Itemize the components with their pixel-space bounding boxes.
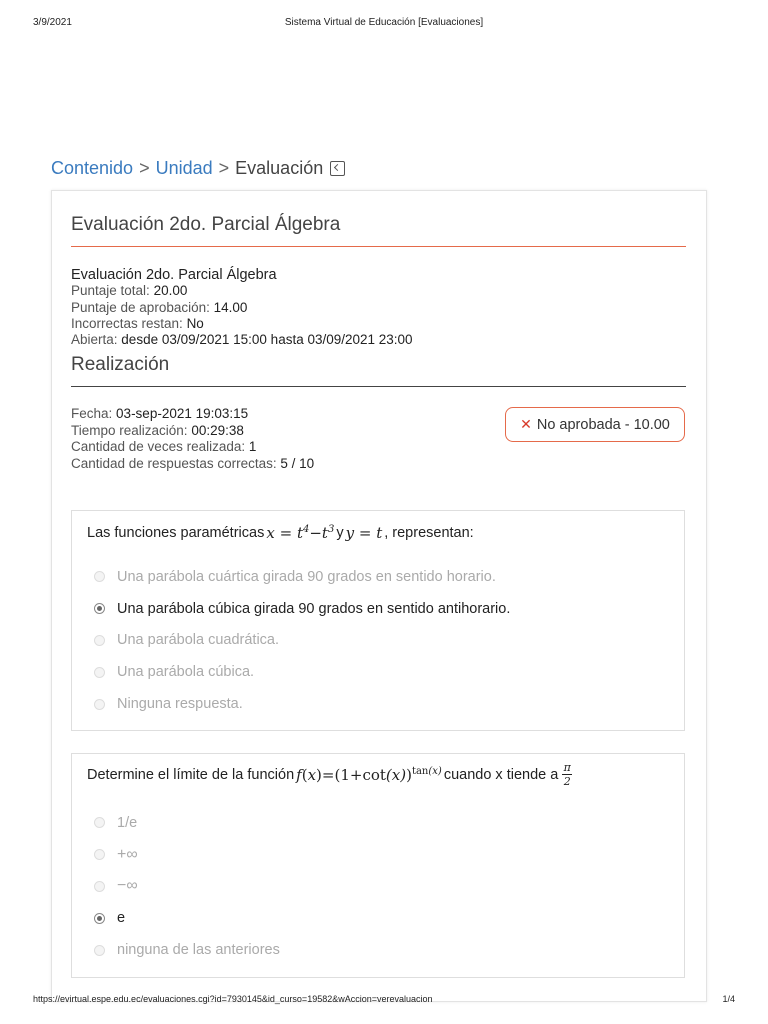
tiempo-label: Tiempo realización: (71, 422, 188, 438)
question-2-suffix: cuando x tiende a (443, 766, 559, 783)
math-fraction (562, 762, 572, 787)
question-1 (71, 510, 685, 731)
option-5[interactable] (94, 688, 510, 720)
math-symbol: (1+ (334, 765, 363, 784)
math-symbol: (x) (385, 765, 407, 784)
option-label: Ninguna respuesta. (117, 696, 243, 713)
math-formula (296, 766, 442, 784)
math-formula (346, 524, 383, 542)
evaluation-card (51, 190, 707, 1002)
option-4[interactable] (94, 902, 280, 934)
question-1-options (94, 561, 510, 720)
incorrectas-label: Incorrectas restan: (71, 315, 183, 331)
heading-divider (71, 246, 686, 247)
status-text: No aprobada - 10.00 (536, 416, 670, 433)
math-symbol: ( (301, 765, 308, 784)
math-function: cot (362, 765, 386, 784)
fraction-denominator: 2 (563, 775, 571, 788)
radio-button[interactable] (94, 817, 105, 828)
option-label: ninguna de las anteriores (117, 942, 280, 959)
incorrectas-row (71, 316, 413, 332)
question-1-prefix: Las funciones paramétricas (87, 525, 265, 541)
radio-button-selected[interactable] (94, 603, 105, 614)
math-exponent: 4 (302, 524, 310, 535)
option-label: Una parábola cúbica girada 90 grados en sentido antihorario. (117, 600, 511, 617)
realizacion-heading: Realización (71, 354, 170, 375)
question-2-options (94, 807, 280, 966)
incorrectas-value: No (186, 315, 204, 331)
veces-label: Cantidad de veces realizada: (71, 439, 246, 454)
tiempo-value: 00:29:38 (191, 422, 244, 438)
question-1-conjunction: y (336, 525, 344, 541)
math-symbol: t (376, 524, 383, 542)
puntaje-total-row (71, 283, 413, 299)
abierta-label: Abierta: (71, 332, 118, 348)
abierta-row (71, 332, 413, 348)
puntaje-total-value: 20.00 (153, 283, 188, 299)
math-exponent: 3 (327, 524, 335, 535)
math-symbol: = (279, 524, 293, 542)
math-symbol: (x) (428, 765, 442, 777)
radio-button[interactable] (94, 571, 105, 582)
close-icon: ✕ (520, 416, 532, 432)
option-label: +∞ (117, 845, 138, 863)
breadcrumb-separator: > (139, 158, 150, 178)
fraction-numerator: π (563, 761, 571, 774)
fecha-value: 03-sep-2021 19:03:15 (116, 406, 249, 421)
option-label: 1/e (117, 814, 138, 831)
breadcrumb-unidad-link[interactable]: Unidad (155, 158, 213, 178)
math-symbol: ) (406, 765, 412, 784)
breadcrumb (51, 158, 345, 179)
print-page-number: 1/4 (722, 994, 735, 1004)
puntaje-total-label: Puntaje total: (71, 283, 150, 299)
radio-button[interactable] (94, 635, 105, 646)
fecha-label: Fecha: (71, 406, 113, 421)
realizacion-divider (71, 386, 686, 387)
option-4[interactable] (94, 656, 510, 688)
question-1-text (87, 524, 474, 542)
print-url: https://evirtual.espe.edu.ec/evaluaciones.cgi?id=7930145&id_curso=19582&wAccion=verevaluacion (33, 994, 433, 1004)
tiempo-row (71, 423, 314, 440)
breadcrumb-separator: > (218, 158, 230, 178)
correctas-value: 5 / 10 (280, 455, 315, 471)
option-1[interactable] (94, 561, 510, 593)
correctas-row (71, 456, 314, 473)
radio-button[interactable] (94, 945, 105, 956)
math-symbol: ) (316, 765, 322, 784)
aprobacion-row (71, 300, 413, 316)
option-2[interactable] (94, 839, 280, 871)
option-3[interactable] (94, 871, 280, 903)
question-1-suffix: , representan: (384, 525, 474, 541)
correctas-label: Cantidad de respuestas correctas: (71, 455, 277, 471)
evaluation-heading: Evaluación 2do. Parcial Álgebra (71, 214, 341, 235)
aprobacion-label: Puntaje de aprobación: (71, 299, 210, 315)
radio-button[interactable] (94, 881, 105, 892)
math-symbol: x (266, 524, 275, 542)
option-1[interactable] (94, 807, 280, 839)
radio-button[interactable] (94, 699, 105, 710)
option-5[interactable] (94, 934, 280, 966)
option-label: Una parábola cuadrática. (117, 632, 280, 649)
math-symbol: = (358, 524, 372, 542)
evaluation-name: Evaluación 2do. Parcial Álgebra (71, 267, 277, 283)
question-2-text (87, 762, 572, 787)
math-symbol: t (296, 524, 303, 542)
aprobacion-value: 14.00 (213, 299, 248, 315)
question-2 (71, 753, 685, 978)
math-function: tan (411, 765, 429, 777)
option-label: −∞ (117, 877, 138, 895)
evaluation-info (71, 267, 413, 348)
math-symbol: − (309, 524, 322, 542)
status-badge (505, 407, 685, 442)
math-symbol: f (296, 765, 302, 784)
option-label: Una parábola cúbica. (117, 664, 255, 681)
veces-value: 1 (248, 439, 257, 454)
option-label: Una parábola cuártica girada 90 grados en sentido horario. (117, 568, 496, 585)
breadcrumb-contenido-link[interactable]: Contenido (51, 158, 134, 178)
radio-button[interactable] (94, 667, 105, 678)
print-title: Sistema Virtual de Educación [Evaluaciones] (284, 17, 484, 28)
question-2-prefix: Determine el límite de la función (87, 766, 295, 783)
option-label: e (117, 910, 126, 927)
math-symbol: y (345, 524, 355, 542)
math-symbol: t (321, 524, 328, 542)
print-date: 3/9/2021 (33, 17, 72, 28)
abierta-value: desde 03/09/2021 15:00 hasta 03/09/2021 23:00 (121, 332, 413, 348)
veces-row (71, 439, 314, 456)
back-icon[interactable] (330, 161, 345, 176)
math-symbol: = (321, 765, 335, 784)
realizacion-stats (71, 406, 314, 472)
radio-button[interactable] (94, 849, 105, 860)
fecha-row (71, 406, 314, 423)
option-2[interactable] (94, 593, 510, 625)
radio-button-selected[interactable] (94, 913, 105, 924)
math-symbol: x (307, 765, 317, 784)
breadcrumb-current: Evaluación (235, 158, 324, 178)
option-3[interactable] (94, 625, 510, 657)
math-formula (266, 524, 334, 542)
